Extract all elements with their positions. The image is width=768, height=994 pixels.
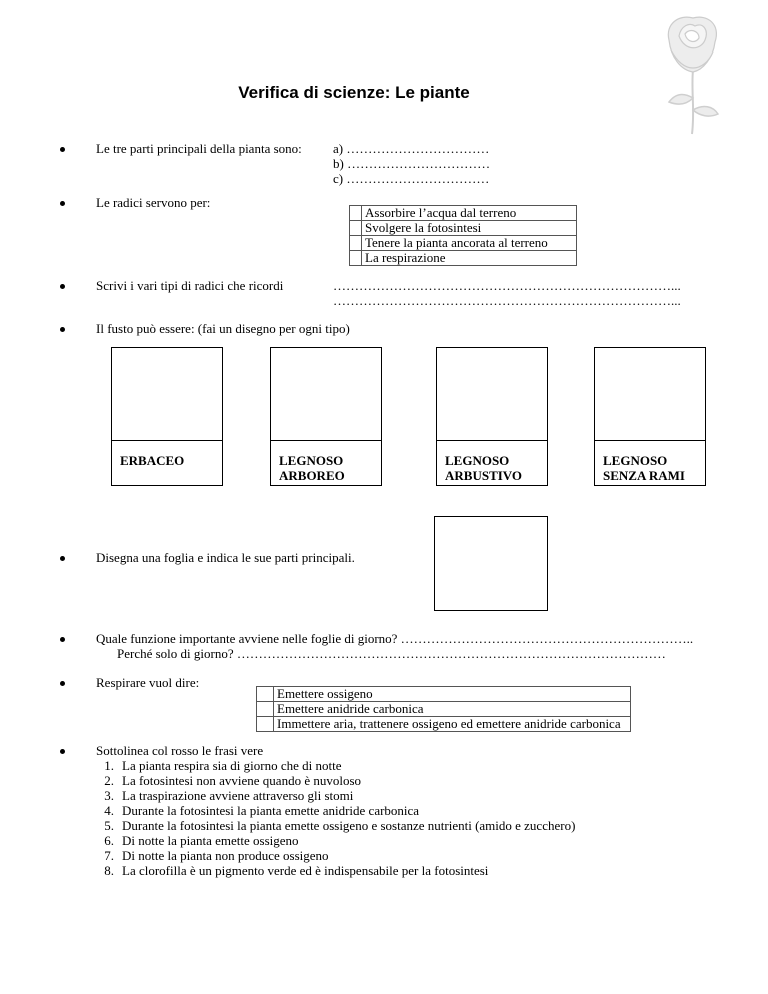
q8-question: Sottolinea col rosso le frasi vere (96, 743, 264, 758)
stem-label: LEGNOSO ARBOREO (279, 453, 345, 483)
list-item[interactable]: 7. Di notte la pianta non produce ossigeno (104, 848, 329, 863)
checkbox[interactable] (257, 717, 274, 732)
option-row (257, 702, 631, 717)
answer-line[interactable]: ……………………………………………………………………... (333, 293, 681, 308)
drawing-area[interactable] (112, 348, 222, 441)
q7-question: Respirare vuol dire: (96, 675, 200, 690)
q5-question: Disegna una foglia e indica le sue parti principali. (96, 550, 355, 565)
drawing-area[interactable] (437, 348, 547, 441)
answer-line[interactable]: ……………………………………………………………………... (333, 278, 681, 293)
option-label: La respirazione (362, 251, 577, 266)
option-label: Emettere ossigeno (274, 687, 631, 702)
stem-label: LEGNOSO ARBUSTIVO (445, 453, 523, 483)
bullet (60, 147, 65, 152)
drawing-box-legnoso-arbustivo[interactable] (436, 347, 548, 486)
option-label: Immettere aria, trattenere ossigeno ed emettere anidride carbonica (274, 717, 631, 732)
stem-label: ERBACEO (120, 453, 185, 468)
list-item[interactable]: 8. La clorofilla è un pigmento verde ed è indispensabile per la fotosintesi (104, 863, 489, 878)
option-label: Assorbire l’acqua dal terreno (362, 206, 577, 221)
checkbox[interactable] (257, 687, 274, 702)
q3-question: Scrivi i vari tipi di radici che ricordi (96, 278, 284, 293)
checkbox[interactable] (350, 251, 362, 266)
option-row (350, 251, 577, 266)
option-row (350, 206, 577, 221)
q7-options-table (256, 686, 631, 732)
bullet (60, 681, 65, 686)
answer-line-b[interactable]: b) …………………………… (333, 156, 491, 171)
rose-icon (655, 10, 730, 135)
list-item[interactable]: 2. La fotosintesi non avviene quando è nuvoloso (104, 773, 362, 788)
q3-answer-lines (333, 278, 681, 308)
option-label: Tenere la pianta ancorata al terreno (362, 236, 577, 251)
bullet (60, 284, 65, 289)
list-item[interactable]: 6. Di notte la pianta emette ossigeno (104, 833, 299, 848)
answer-line-c[interactable]: c) …………………………… (333, 171, 490, 186)
page-title: Verifica di scienze: Le piante (238, 83, 470, 102)
checkbox[interactable] (350, 221, 362, 236)
bullet (60, 201, 65, 206)
q1-question: Le tre parti principali della pianta sono: (96, 141, 302, 156)
bullet (60, 327, 65, 332)
answer-line-a[interactable]: a) …………………………… (333, 141, 490, 156)
checkbox[interactable] (350, 206, 362, 221)
true-false-list (92, 758, 575, 878)
list-item[interactable]: 4. Durante la fotosintesi la pianta emette anidride carbonica (104, 803, 420, 818)
list-item[interactable]: 5. Durante la fotosintesi la pianta emette ossigeno e sostanze nutrienti (amido e zucchero) (104, 818, 576, 833)
drawing-area[interactable] (595, 348, 705, 441)
list-item[interactable]: 3. La traspirazione avviene attraverso gli stomi (104, 788, 354, 803)
option-label: Emettere anidride carbonica (274, 702, 631, 717)
drawing-box-legnoso-arboreo[interactable] (270, 347, 382, 486)
bullet (60, 556, 65, 561)
checkbox[interactable] (257, 702, 274, 717)
bullet (60, 637, 65, 642)
option-row (350, 236, 577, 251)
drawing-area[interactable] (271, 348, 381, 441)
drawing-box-legnoso-senza-rami[interactable] (594, 347, 706, 486)
q1-answers (333, 141, 490, 186)
option-row (257, 717, 631, 732)
q2-question: Le radici servono per: (96, 195, 211, 210)
option-row (257, 687, 631, 702)
q2-options-table (349, 205, 577, 266)
checkbox[interactable] (350, 236, 362, 251)
stem-label: LEGNOSO SENZA RAMI (603, 453, 685, 483)
drawing-box-erbaceo[interactable] (111, 347, 223, 486)
q4-question: Il fusto può essere: (fai un disegno per ogni tipo) (96, 321, 350, 336)
option-row (350, 221, 577, 236)
option-label: Svolgere la fotosintesi (362, 221, 577, 236)
list-item[interactable]: 1. La pianta respira sia di giorno che di notte (104, 758, 342, 773)
q6-question: Quale funzione importante avviene nelle foglie di giorno? ………………………………………………………….. (96, 631, 694, 646)
leaf-drawing-box[interactable] (434, 516, 548, 611)
bullet (60, 749, 65, 754)
q6-followup: Perché solo di giorno? ……………………………………………………………………………………… (117, 646, 666, 661)
